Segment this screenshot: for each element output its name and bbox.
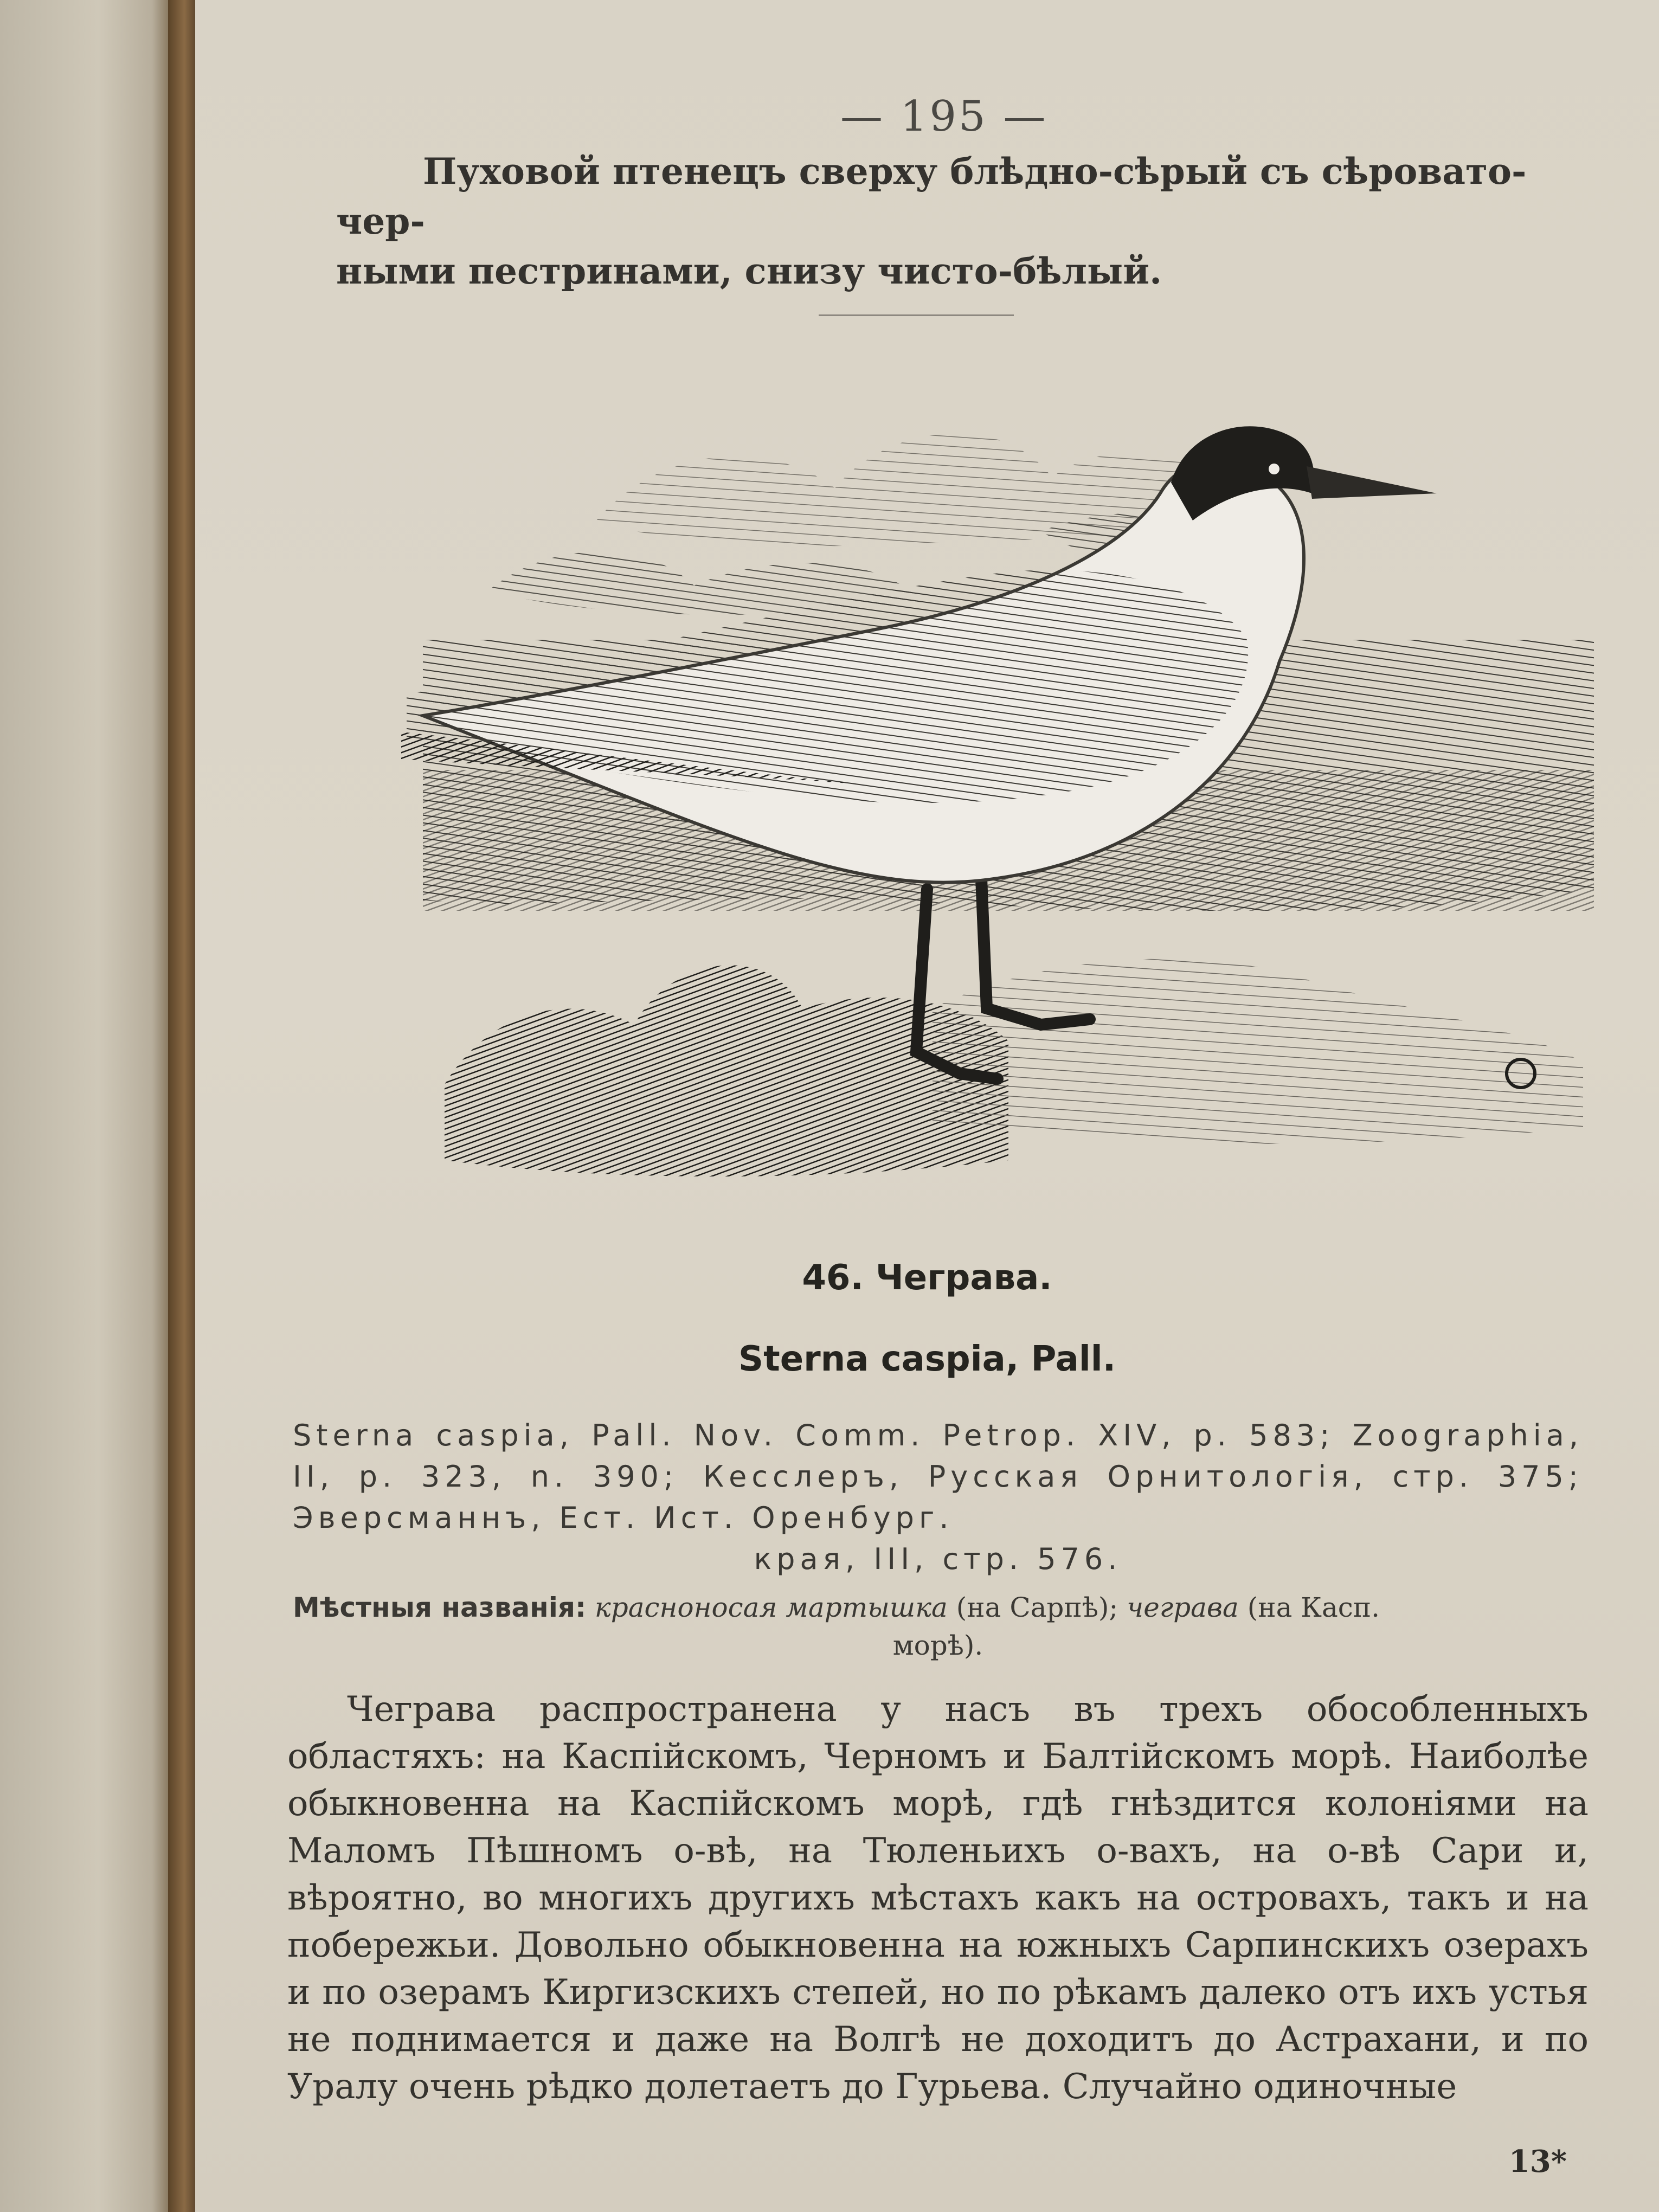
intro-line-1: Пуховой птенецъ сверху блѣдно-сѣрый съ сѣровато-чер- — [336, 150, 1527, 242]
book-page — [195, 0, 1659, 2212]
main-body-text — [287, 1686, 1589, 2111]
page-number: — 195 — — [840, 92, 1048, 141]
local-place-2: (на Касп. — [1247, 1592, 1380, 1623]
intro-line-2: ными пестринами, снизу чисто-бѣлый. — [336, 250, 1162, 292]
tern-engraving-illustration — [390, 358, 1616, 1214]
section-divider — [819, 314, 1014, 316]
latin-name: Sterna caspia, Pall. — [738, 1339, 1116, 1379]
local-place-1: (на Сарпѣ); — [956, 1592, 1118, 1623]
body-paragraph: Чеграва распространена у насъ въ трехъ обособленныхъ областяхъ: на Каспійскомъ, Черномъ и Балтійскомъ морѣ. Наиболѣе обыкновенна на Каспійскомъ морѣ, гдѣ гнѣздится колоніями на Маломъ Пѣшномъ о-вѣ, на Тюленьихъ о-вахъ, на о-вѣ Сари и, вѣроятно, во многихъ другихъ мѣстахъ какъ на островахъ, такъ и на побережьи. Довольно обыкновенна на южныхъ Сарпинскихъ озерахъ и по озерамъ Киргизскихъ степей, но по рѣкамъ далеко отъ ихъ устья не поднимается и даже на Волгѣ не доходитъ до Астрахани, и по Уралу очень рѣдко долетаетъ до Гурьева. Случайно одиночные — [287, 1689, 1589, 2107]
intro-paragraph — [336, 146, 1545, 296]
species-title: 46. Чеграва. — [802, 1258, 1052, 1298]
signature-mark: 13* — [1508, 2144, 1567, 2179]
local-name-1: красноносая мартышка — [594, 1592, 948, 1623]
local-names-block — [293, 1589, 1583, 1664]
left-page-edge — [0, 0, 179, 2212]
local-name-2: чеграва — [1127, 1592, 1239, 1623]
local-place-2-continued: морѣ). — [892, 1630, 983, 1661]
references-last-line: края, III, стр. 576. — [754, 1542, 1122, 1576]
local-names-label: Мѣстныя названія: — [293, 1592, 586, 1623]
references-block — [293, 1415, 1583, 1580]
references-main: Sterna caspia, Pall. Nov. Comm. Petrop. XIV, p. 583; Zoographia, II, p. 323, n. 390; Кесслеръ, Русская Орнитологія, стр. 375; Эверсманнъ, Ест. Ист. Оренбург. — [293, 1418, 1583, 1535]
